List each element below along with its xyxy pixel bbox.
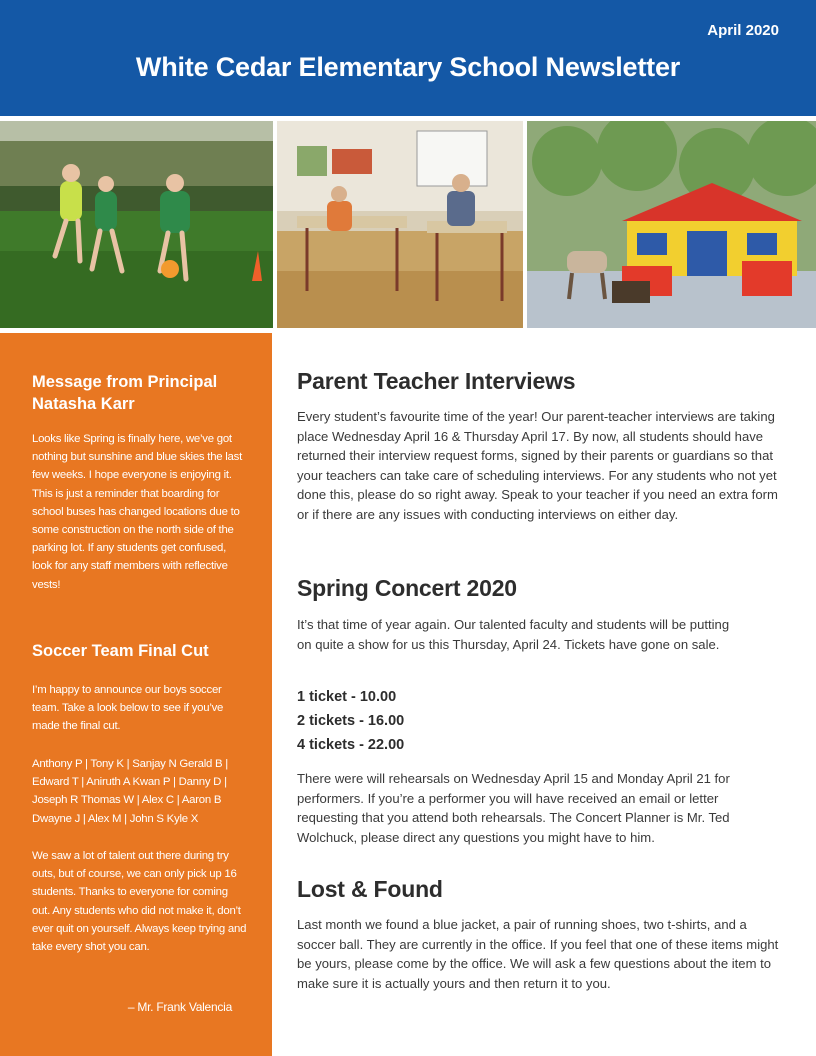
lost-found-title: Lost & Found xyxy=(297,876,443,902)
ticket-price-item: 4 tickets - 22.00 xyxy=(297,737,405,753)
interviews-title: Parent Teacher Interviews xyxy=(297,368,576,394)
interviews-body: Every student’s favourite time of the year! Our parent-teacher interviews are taking place Wednesday April 16 & Thursday April 17. By now, all students should have returned their interview request forms, signed by their parents or guardians so that your teachers can take care of scheduling interviews. For any students who not yet done this, please do so right away. Speak to your teacher if you need an extra form or if there are any issues with conducting interviews on either day. xyxy=(297,409,778,522)
sidebar xyxy=(0,333,272,1056)
ticket-price-list xyxy=(297,685,404,757)
lost-found-body: Last month we found a blue jacket, a pair of running shoes, two t-shirts, and a soccer ball. They are currently in the office. If you feel that one of these items might be yours, please come by the office. We will ask a few questions about the item to make sure it is actually yours and then return it to you. xyxy=(297,917,779,991)
classroom-photo xyxy=(277,121,523,328)
ticket-price-item: 1 ticket - 10.00 xyxy=(297,689,397,705)
soccer-team-roster: Anthony P | Tony K | Sanjay N Gerald B | Edward T | Aniruth A Kwan P | Danny D | Joseph R Thomas W | Alex C | Aaron B Dwayne J | Alex M | John S Kyle X xyxy=(32,758,229,825)
soccer-team-body: We saw a lot of talent out there during try outs, but of course, we can only pick up 16 students. Thanks to everyone for coming out. Any students who did not make it, don’t ever quit on yourself. Always keep trying and take every shot you can. xyxy=(32,850,247,954)
principal-message-title: Message from Principal Natasha Karr xyxy=(32,373,218,413)
soccer-team-title: Soccer Team Final Cut xyxy=(32,642,209,660)
issue-date: April 2020 xyxy=(707,22,779,39)
concert-rehearsal-body: There were will rehearsals on Wednesday April 15 and Monday April 21 for performers. If you’re a performer you will have received an email or letter requesting that you attend both rehearsals. The Concert Planner is Mr. Ted Wolchuck, please direct any questions you might have to him. xyxy=(297,771,730,845)
soccer-team-intro: I’m happy to announce our boys soccer team. Take a look below to see if you’ve made the final cut. xyxy=(32,684,224,733)
play-house-photo xyxy=(527,121,816,328)
ticket-price-item: 2 tickets - 16.00 xyxy=(297,713,405,729)
newsletter-header xyxy=(0,0,816,116)
soccer-photo xyxy=(0,121,273,328)
principal-message-body: Looks like Spring is finally here, we’ve got nothing but sunshine and blue skies the last few weeks. I hope everyone is enjoying it. This is just a reminder that boarding for school buses has changed locations due to some construction on the north side of the parking lot. If any students get confused, look for any staff members with reflective vests! xyxy=(32,433,243,591)
coach-signature: – Mr. Frank Valencia xyxy=(127,1000,232,1014)
newsletter-title: White Cedar Elementary School Newsletter xyxy=(135,52,681,82)
concert-title: Spring Concert 2020 xyxy=(297,575,517,601)
concert-body: It’s that time of year again. Our talented faculty and students will be putting on quite a show for us this Thursday, April 24. Tickets have gone on sale. xyxy=(297,617,730,652)
